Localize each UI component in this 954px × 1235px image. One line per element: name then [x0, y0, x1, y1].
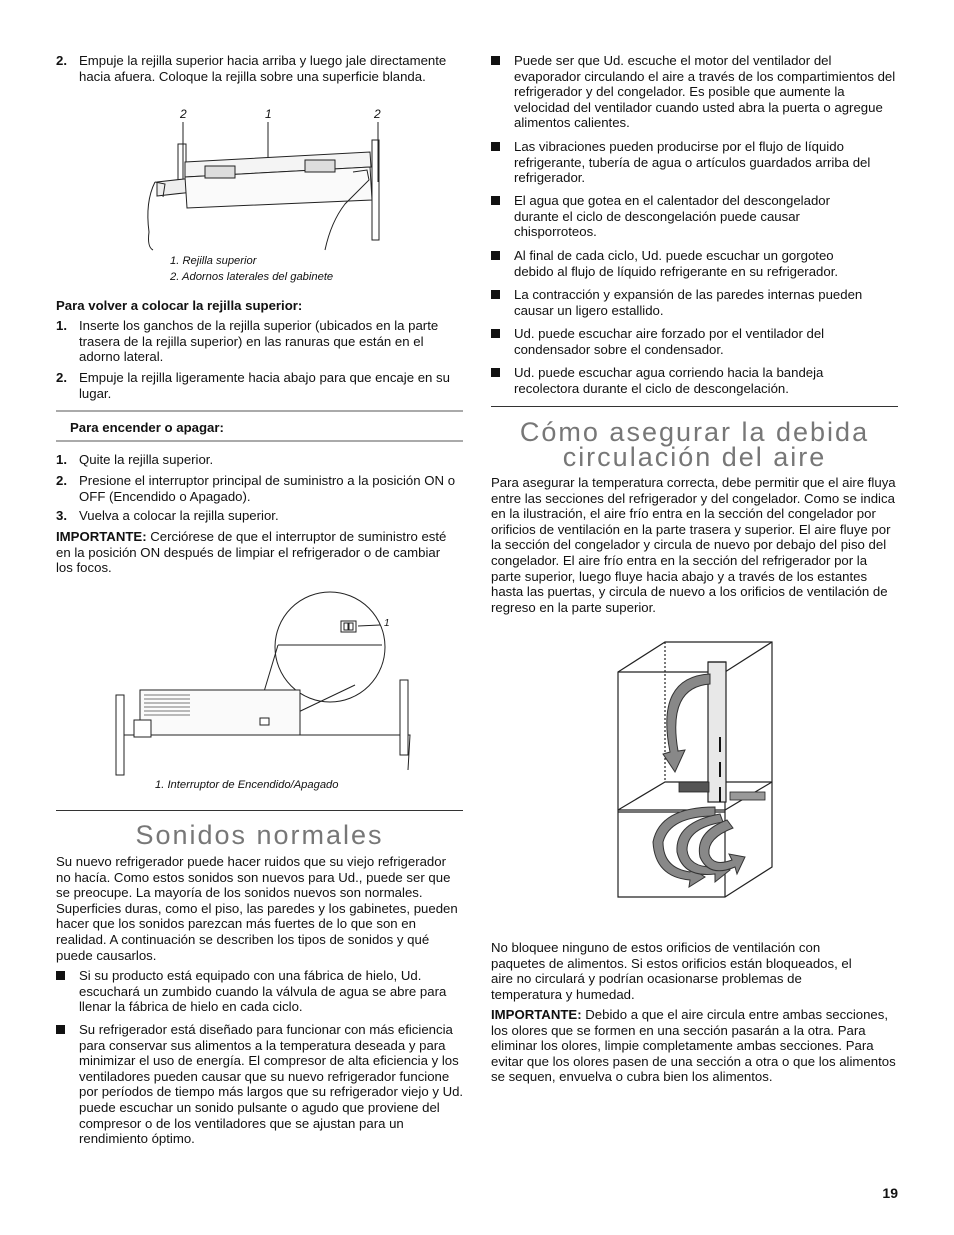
bullet-text: Su refrigerador está diseñado para funcionar con más eficiencia para conservar sus alimentos a la temperatura deseada y para minimizar el uso de energía. El compresor de alta eficiencia y los ventiladores pueden causar que su nuevo refrigerador funcione por períodos de tiempo más largos que su refrigerador viejo y Ud. puede escuchar un sonido pulsante o agudo que proviene del compresor o de los ventiladores que se ajustan para un rendimiento óptimo.	[79, 1022, 464, 1147]
figure-caption: 1. Rejilla superior	[170, 255, 257, 267]
power-switch-illustration	[110, 585, 420, 780]
step-number: 3.	[56, 508, 67, 523]
bullet-text: Ud. puede escuchar agua corriendo hacia la bandeja recolectora durante el ciclo de descongelación.	[514, 365, 824, 396]
bullet	[491, 329, 500, 338]
grille-removal-illustration	[135, 122, 385, 252]
important-label: IMPORTANTE:	[491, 1007, 582, 1022]
bullet	[56, 971, 65, 980]
bullet	[56, 1025, 65, 1034]
step-text: Vuelva a colocar la rejilla superior.	[79, 508, 279, 523]
bullet	[491, 290, 500, 299]
bullet-text: Si su producto está equipado con una fábrica de hielo, Ud. escuchará un zumbido cuando la válvula de agua se abre para llenar la fábrica de hielo en cada ciclo.	[79, 968, 447, 1015]
divider	[491, 406, 898, 407]
bullet-text: Al final de cada ciclo, Ud. puede escuchar un gorgoteo debido al flujo de líquido refrigerante en su refrigerador.	[514, 248, 839, 279]
bullet	[491, 142, 500, 151]
divider	[56, 440, 463, 442]
bullet	[491, 56, 500, 65]
figure-caption: 2. Adornos laterales del gabinete	[170, 271, 334, 283]
step-text: Empuje la rejilla superior hacia arriba y luego jale directamente hacia afuera. Coloque la rejilla sobre una superficie blanda.	[79, 53, 447, 84]
step-text: Presione el interruptor principal de suministro a la posición ON o OFF (Encendido o Apagado).	[79, 473, 456, 504]
divider	[56, 810, 463, 811]
important-note	[491, 1007, 898, 1085]
step-number: 1.	[56, 318, 67, 333]
bullet	[491, 251, 500, 260]
section-heading: Para encender o apagar:	[70, 420, 224, 435]
step-number: 2.	[56, 473, 67, 488]
bullet-text: Puede ser que Ud. escuche el motor del ventilador del evaporador circulando el aire a través de los compartimientos del refrigerador y del congelador. Es posible que aumente la velocidad del ventilador cuando usted abra la puerta o agregue alimentos calientes.	[514, 53, 896, 131]
bullet	[491, 368, 500, 377]
bullet-text: Las vibraciones pueden producirse por el flujo de líquido refrigerante, tubería de agua o artículos guardados arriba del refrigerador.	[514, 139, 871, 186]
step-number: 2.	[56, 370, 67, 385]
paragraph: Para asegurar la temperatura correcta, debe permitir que el aire fluya entre las secciones del refrigerador y del congelador. Como se indica en la ilustración, el aire frío entra en la sección del congelador por orificios de ventilación en la parte trasera y superior. El aire fluye por la sección del congelador y circula de nuevo por debajo del piso del congelador. El aire frío entra en la sección del refrigerador por la parte superior, luego fluye hacia abajo y a través de los estantes hasta las puertas, y circula de nuevo a los orificios de ventilación de regreso en la parte superior.	[491, 475, 896, 615]
step-number: 2.	[56, 53, 67, 68]
bullet-text: La contracción y expansión de las paredes internas pueden causar un ligero estallido.	[514, 287, 863, 318]
bullet-text: Ud. puede escuchar aire forzado por el ventilador del condensador sobre el condensador.	[514, 326, 825, 357]
section-title: Cómo asegurar la debida	[519, 417, 870, 447]
paragraph: No bloquee ninguno de estos orificios de ventilación con paquetes de alimentos. Si estos orificios están bloqueados, el aire no circulará y podrían ocasionarse problemas de temperatura y humedad.	[491, 940, 852, 1002]
important-note	[56, 529, 451, 576]
section-heading: Para volver a colocar la rejilla superior:	[56, 298, 303, 313]
figure-label: 2	[374, 107, 381, 121]
step-text: Quite la rejilla superior.	[79, 452, 214, 467]
figure-label: 2	[180, 107, 187, 121]
figure-label: 1	[265, 107, 272, 121]
step-text: Inserte los ganchos de la rejilla superior (ubicados en la parte trasera de la rejilla superior) en las ranuras que están en el adorno lateral.	[79, 318, 439, 365]
step-number: 1.	[56, 452, 67, 467]
section-title: circulación del aire	[562, 442, 827, 472]
page-number: 19	[882, 1185, 898, 1201]
divider	[56, 410, 463, 412]
important-text: Debido a que el aire circula entre ambas secciones, los olores que se formen en una sección pasarán a la otra. Para eliminar los olores, limpie completamente ambas secciones. Para evitar que los olores pasen de una sección a otra o que los alimentos se sequen, envuelva o cubra bien los alimentos.	[491, 1007, 896, 1085]
figure-label: 1	[384, 618, 390, 629]
bullet-text: El agua que gotea en el calentador del descongelador durante el ciclo de descongelación puede causar chisporroteos.	[514, 193, 831, 240]
figure-caption: 1. Interruptor de Encendido/Apagado	[155, 779, 339, 791]
important-text: Cerciórese de que el interruptor de suministro esté en la posición ON después de limpiar el refrigerador o de cambiar los focos.	[56, 529, 447, 576]
important-label: IMPORTANTE:	[56, 529, 147, 544]
step-text: Empuje la rejilla ligeramente hacia abajo para que encaje en su lugar.	[79, 370, 450, 401]
bullet	[491, 196, 500, 205]
airflow-diagram	[615, 642, 775, 900]
section-title: Sonidos normales	[135, 820, 384, 850]
paragraph: Su nuevo refrigerador puede hacer ruidos que su viejo refrigerador no hacía. Como estos sonidos son nuevos para Ud., puede ser que se preocupe. La mayoría de los sonidos nuevos son normales. Superficies duras, como el piso, las paredes y los gabinetes, pueden hacer que los sonidos parezcan más fuertes de lo que son en realidad. A continuación se describen los tipos de sonidos y qué puede causarlos.	[56, 854, 458, 963]
